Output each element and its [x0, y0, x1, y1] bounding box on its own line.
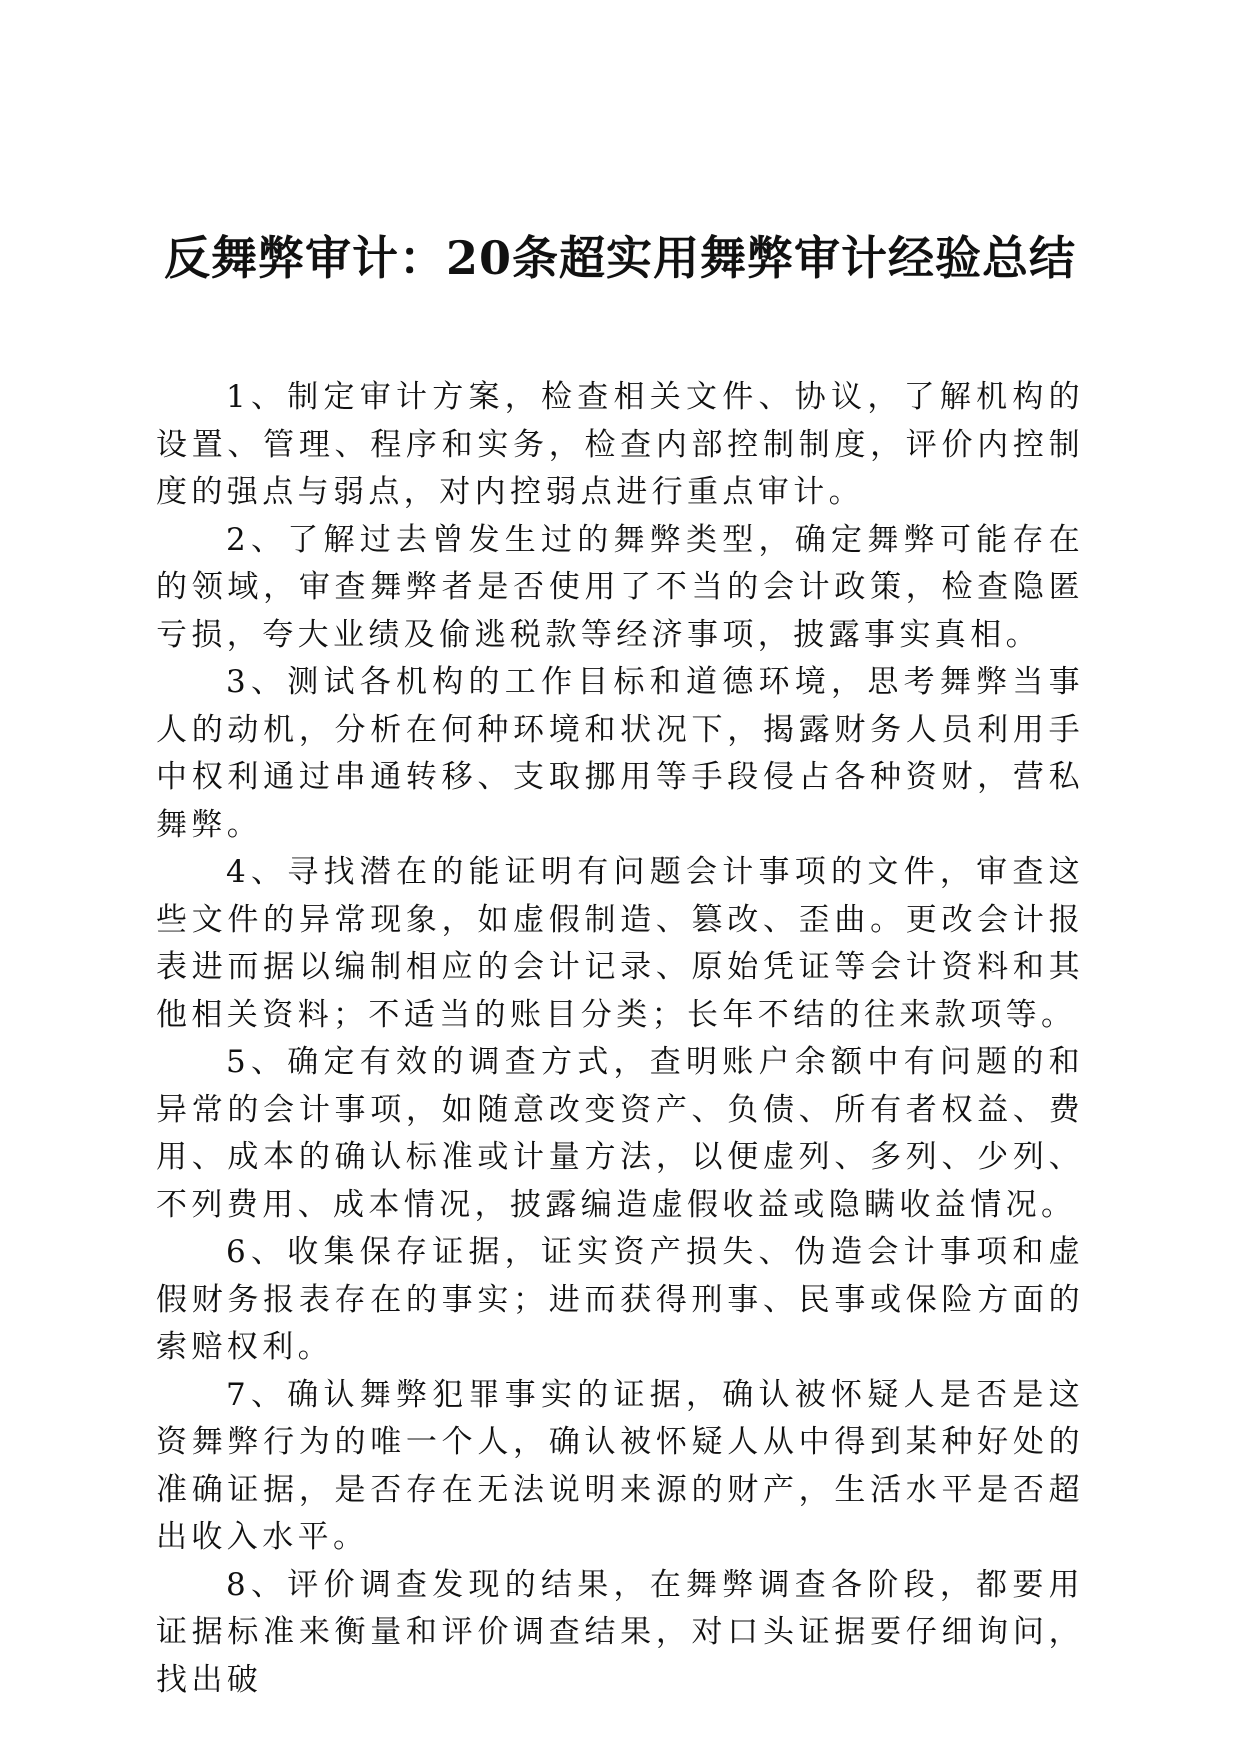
paragraph-7: 7、确认舞弊犯罪事实的证据，确认被怀疑人是否是这资舞弊行为的唯一个人，确认被怀疑人从中得到某种好处的准确证据，是否存在无法说明来源的财产，生活水平是否超出收入水平。	[156, 1376, 1084, 1555]
paragraph-5: 5、确定有效的调查方式，查明账户余额中有问题的和异常的会计事项，如随意改变资产、负债、所有者权益、费用、成本的确认标准或计量方法，以便虚列、多列、少列、不列费用、成本情况，披露编造虚假收益或隐瞒收益情况。	[156, 1044, 1084, 1223]
document-body	[156, 374, 1084, 1704]
paragraph-4: 4、寻找潜在的能证明有问题会计事项的文件，审查这些文件的异常现象，如虚假制造、篡改、歪曲。更改会计报表进而据以编制相应的会计记录、原始凭证等会计资料和其他相关资料；不适当的账目分类；长年不结的往来款项等。	[156, 854, 1084, 1033]
paragraph-8: 8、评价调查发现的结果，在舞弊调查各阶段，都要用证据标准来衡量和评价调查结果，对口头证据要仔细询问，找出破	[156, 1566, 1084, 1698]
paragraph-1: 1、制定审计方案，检查相关文件、协议，了解机构的设置、管理、程序和实务，检查内部控制制度，评价内控制度的强点与弱点，对内控弱点进行重点审计。	[156, 379, 1084, 510]
paragraph-2: 2、了解过去曾发生过的舞弊类型，确定舞弊可能存在的领域，审查舞弊者是否使用了不当的会计政策，检查隐匿亏损，夸大业绩及偷逃税款等经济事项，披露事实真相。	[156, 521, 1084, 653]
paragraph-3: 3、测试各机构的工作目标和道德环境，思考舞弊当事人的动机，分析在何种环境和状况下，揭露财务人员利用手中权利通过串通转移、支取挪用等手段侵占各种资财，营私舞弊。	[156, 664, 1084, 843]
document-title: 反舞弊审计：20条超实用舞弊审计经验总结	[163, 231, 1076, 285]
paragraph-6: 6、收集保存证据，证实资产损失、伪造会计事项和虚假财务报表存在的事实；进而获得刑事、民事或保险方面的索赔权利。	[156, 1234, 1084, 1365]
